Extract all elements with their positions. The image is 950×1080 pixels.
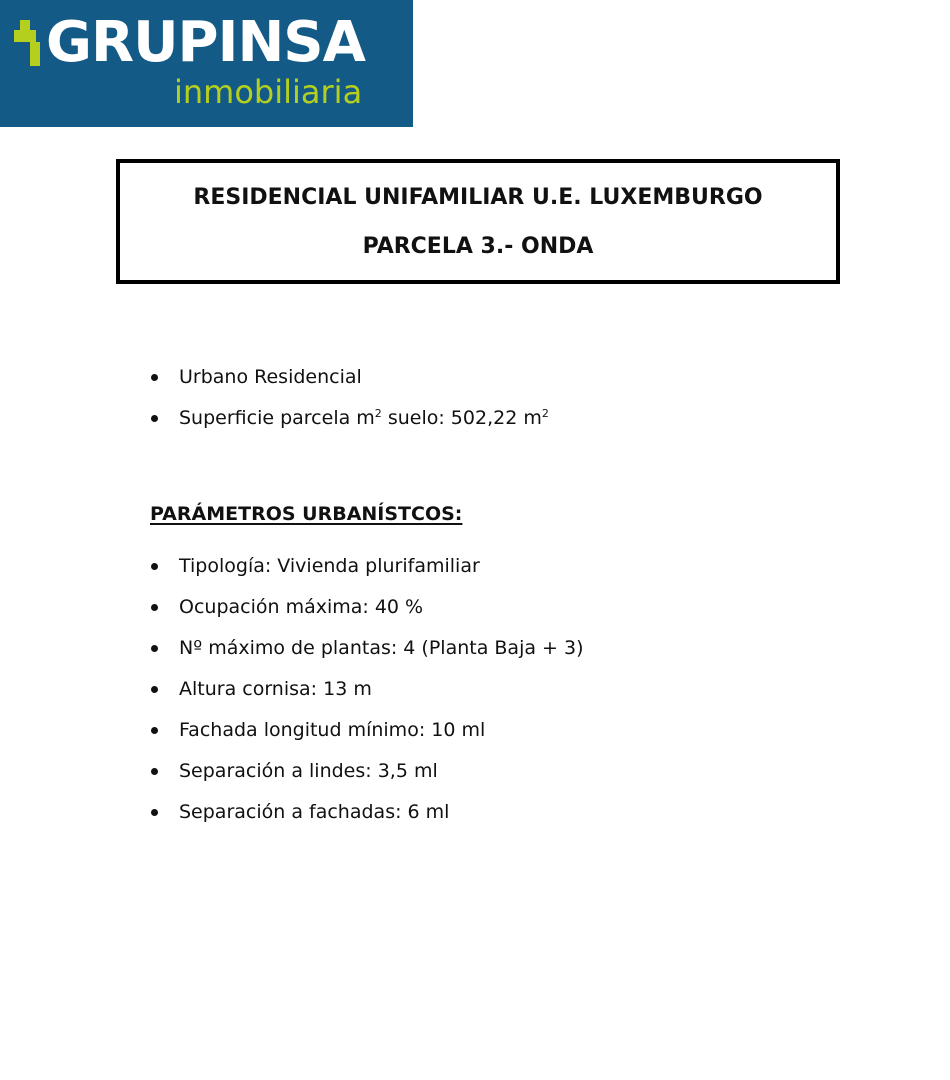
parameter-text: Tipología: Vivienda plurifamiliar [179, 555, 480, 577]
parameter-text: Altura cornisa: 13 m [179, 678, 372, 700]
list-item [150, 751, 584, 792]
bullet-icon [151, 686, 158, 693]
list-item [150, 792, 584, 833]
bullet-icon [151, 374, 158, 381]
list-item [150, 710, 584, 751]
list-item [150, 546, 584, 587]
list-item [150, 398, 549, 439]
parameter-text: Separación a lindes: 3,5 ml [179, 760, 438, 782]
list-item [150, 669, 584, 710]
surface-label-value: suelo: 502,22 m [381, 407, 542, 429]
bullet-icon [151, 563, 158, 570]
title-line-2: PARCELA 3.- ONDA [362, 234, 594, 259]
grupinsa-logo [0, 0, 413, 127]
superscript: 2 [374, 407, 382, 420]
title-line-1: RESIDENCIAL UNIFAMILIAR U.E. LUXEMBURGO [193, 185, 763, 210]
bullet-icon [151, 415, 158, 422]
list-item [150, 587, 584, 628]
bullet-icon [151, 645, 158, 652]
parameters-list [150, 546, 584, 833]
parameter-text: Nº máximo de plantas: 4 (Planta Baja + 3) [179, 637, 584, 659]
parameter-text: Fachada longitud mínimo: 10 ml [179, 719, 486, 741]
logo-name: GRUPINSA [46, 10, 365, 75]
section-heading: PARÁMETROS URBANÍSTCOS: [150, 503, 463, 525]
parameter-text: Ocupación máxima: 40 % [179, 596, 424, 618]
superscript: 2 [541, 407, 549, 420]
summary-item-text: Urbano Residencial [179, 366, 362, 388]
title-box [116, 159, 840, 284]
bullet-icon [151, 809, 158, 816]
logo-subtitle: inmobiliaria [174, 73, 363, 111]
bullet-icon [151, 727, 158, 734]
parameter-text: Separación a fachadas: 6 ml [179, 801, 450, 823]
list-item [150, 628, 584, 669]
summary-list [150, 357, 549, 439]
surface-label-prefix: Superficie parcela m [179, 407, 375, 429]
summary-item-text [179, 407, 549, 429]
bullet-icon [151, 768, 158, 775]
bullet-icon [151, 604, 158, 611]
list-item [150, 357, 549, 398]
